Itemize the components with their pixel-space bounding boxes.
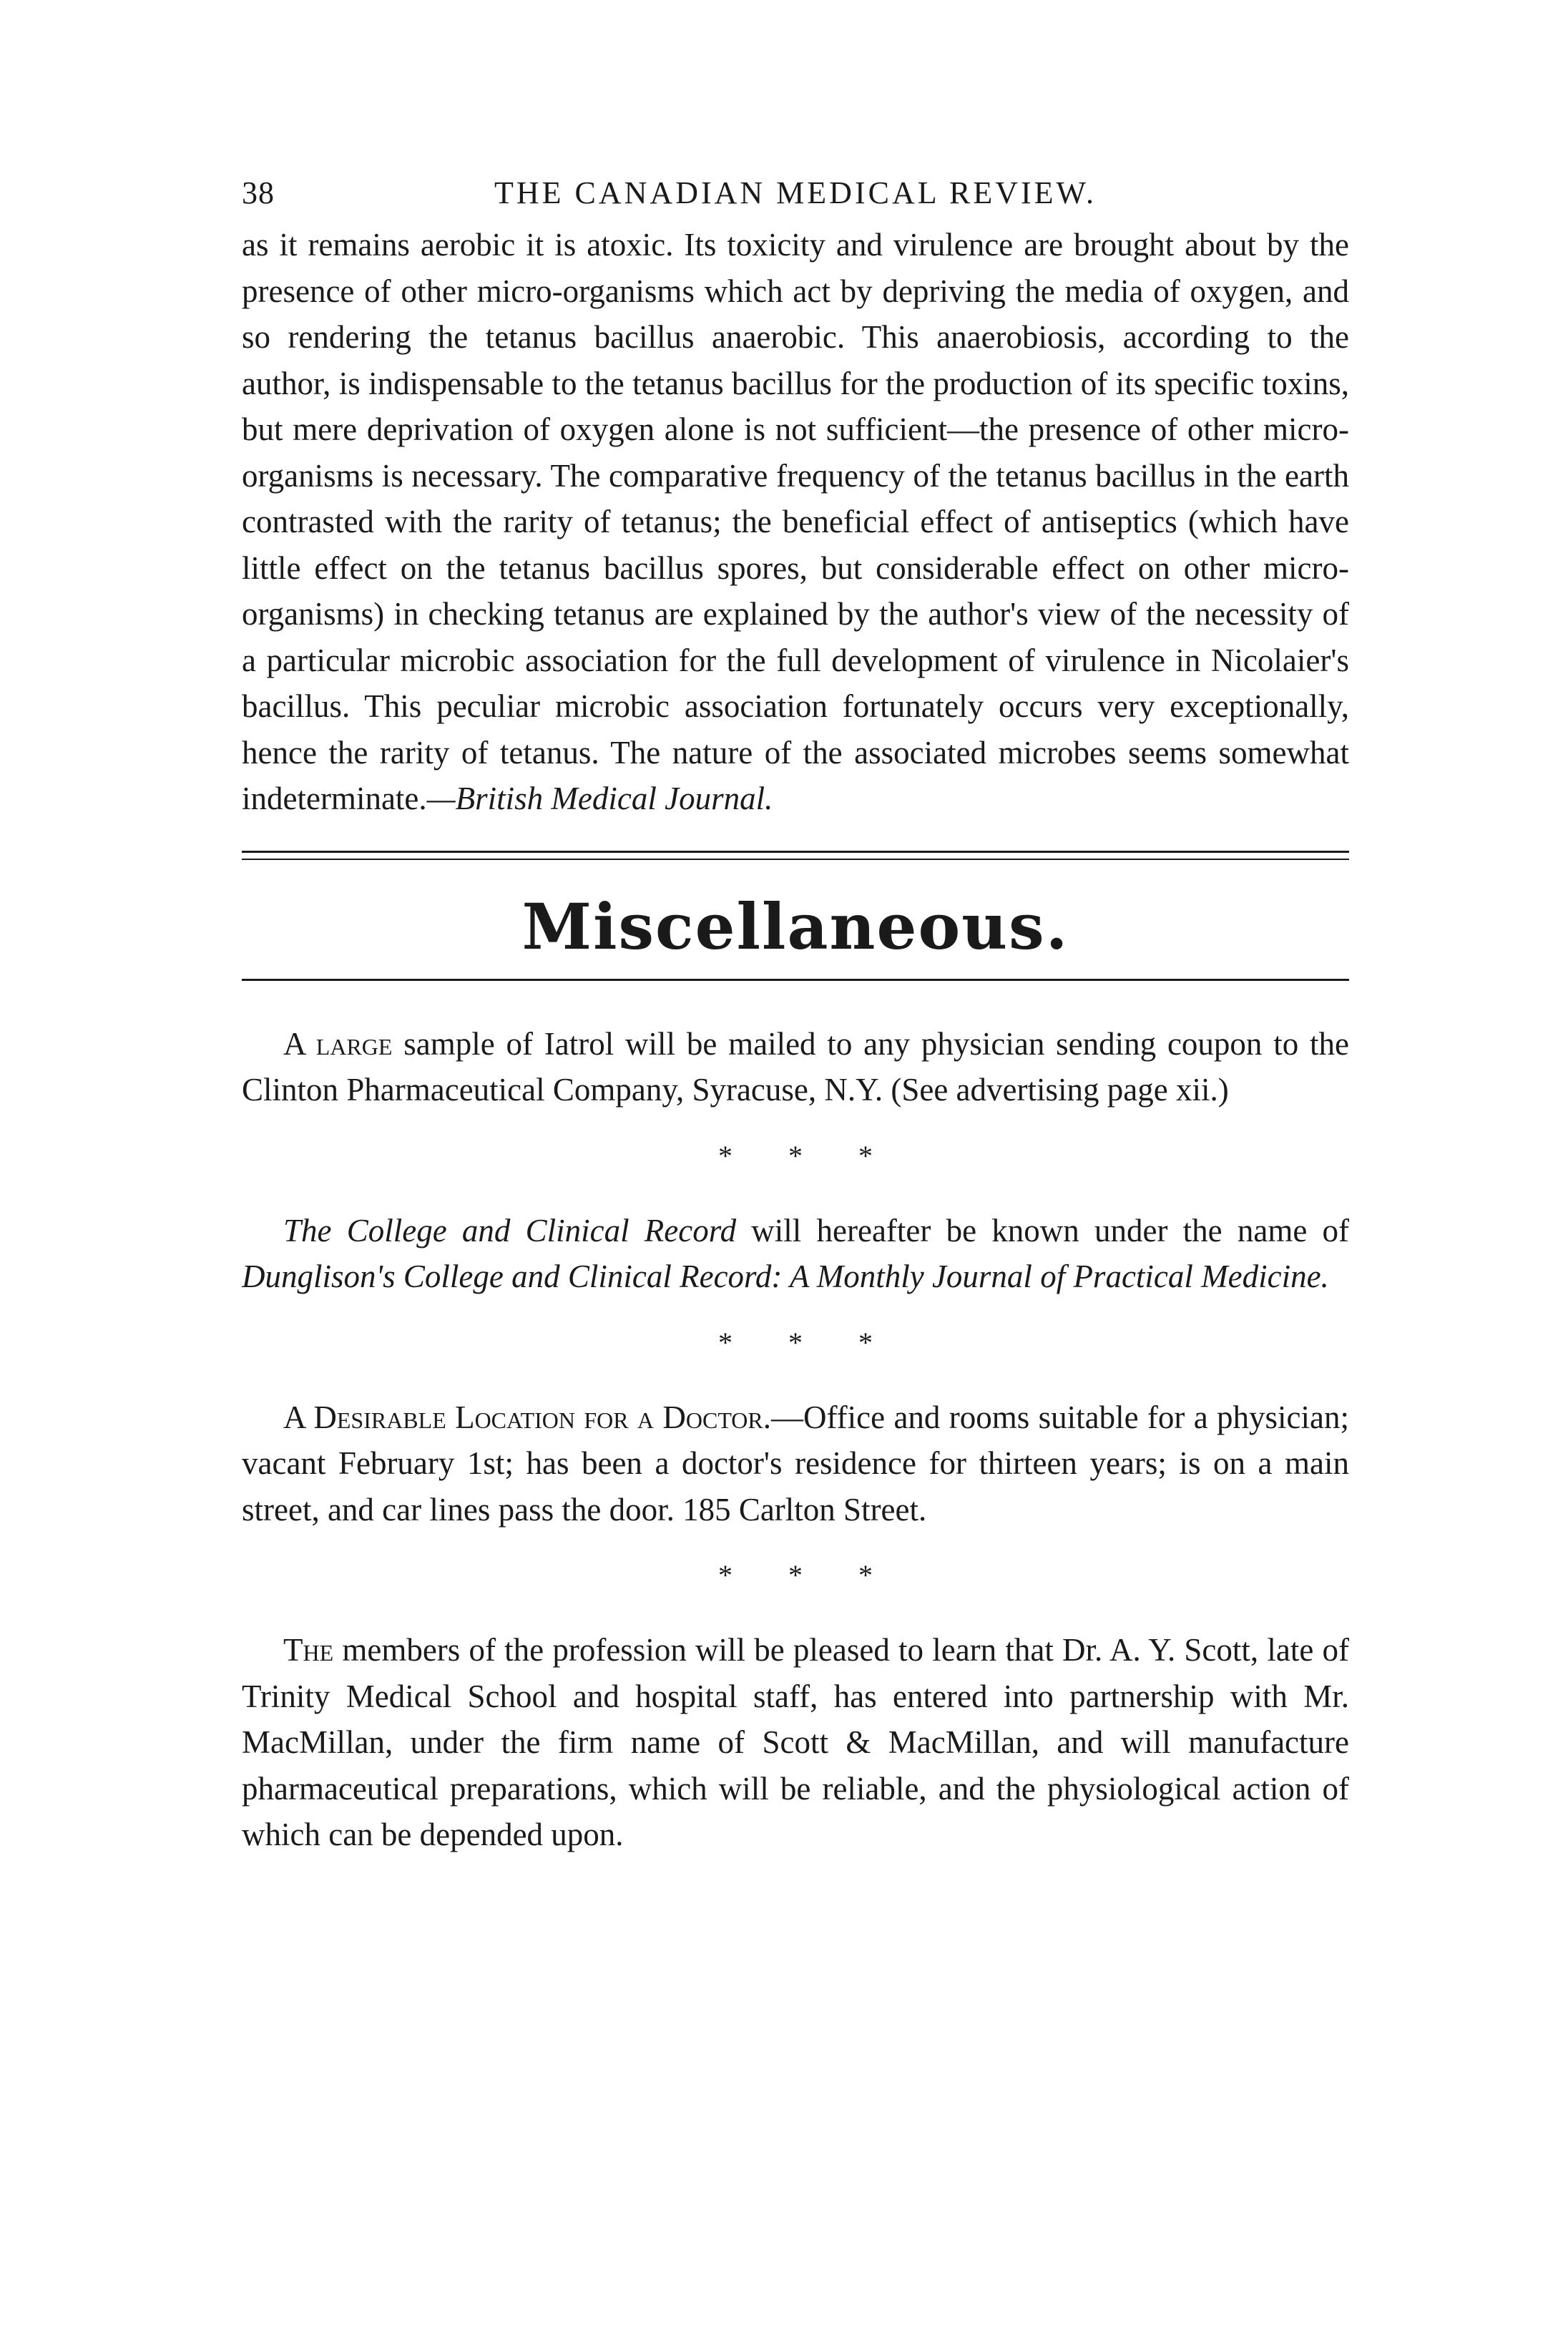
article-text: as it remains aerobic it is atoxic. Its toxicity and virulence are brought about by the presence of other micro-organisms which act by depriving the media of oxygen, and so rendering the tetanus bacillus anaerobic. This anaerobiosis, according to the author, is indispensable to the tetanus bacillus for the production of its specific toxins, but mere deprivation of oxygen alone is not sufficient—the presence of other micro-organisms is necessary. The comparative frequency of the tetanus bacillus in the earth contrasted with the rarity of tetanus; the beneficial effect of antiseptics (which have little effect on the tetanus bacillus spores, but considerable effect on other micro-organisms) in checking tetanus are explained by the author's view of the necessity of a particular microbic association for the full development of virulence in Nicolaier's bacillus. This peculiar microbic association fortunately occurs very exceptionally, hence the rarity of tetanus. The nature of the associated microbes seems somewhat indeterminate.: [242, 227, 1349, 816]
scott-notice: [242, 1627, 1349, 1858]
scott-text: members of the profession will be pleased to learn that Dr. A. Y. Scott, late of Trinity Medical School and hospital staff, has entered into partnership with Mr. MacMillan, under the firm name of Scott & MacMillan, and will manufacture pharmaceutical preparations, which will be reliable, and the physiological action of which can be depended upon.: [242, 1632, 1349, 1852]
asterism-separator: * * *: [718, 1139, 897, 1172]
asterism-separator: * * *: [718, 1326, 897, 1359]
running-head: [242, 165, 1349, 215]
page-number: 38: [242, 175, 275, 210]
article-source: —British Medical Journal.: [426, 781, 773, 816]
continued-article: [242, 222, 1349, 822]
college-record-mid: will hereafter be known under the name of: [736, 1212, 1349, 1248]
location-notice: [242, 1394, 1349, 1533]
scott-lead: The: [283, 1632, 334, 1668]
double-rule-divider: [242, 851, 1349, 860]
iatrol-lead: A large: [283, 1025, 393, 1062]
location-lead: A Desirable Location for a Doctor.: [283, 1399, 772, 1435]
iatrol-text: sample of Iatrol will be mailed to any physician sending coupon to the Clinton Pharmaceutical Company, Syracuse, N.Y. (See advertising page xii.): [242, 1025, 1349, 1108]
journal-title: THE CANADIAN MEDICAL REVIEW.: [494, 175, 1097, 210]
section-body: [242, 1021, 1349, 1858]
page: [242, 165, 1349, 1858]
iatrol-notice: [242, 1021, 1349, 1113]
old-journal-title: The College and Clinical Record: [283, 1212, 737, 1248]
location-text: —Office and rooms suitable for a physician; vacant February 1st; has been a doctor's residence for thirteen years; is on a main street, and car lines pass the door. 185 Carlton Street.: [242, 1399, 1350, 1528]
asterism-separator: * * *: [718, 1559, 897, 1591]
heading-rule: [242, 979, 1349, 981]
new-journal-title: Dunglison's College and Clinical Record: A Monthly Journal of Practical Medicine.: [242, 1259, 1329, 1294]
section-heading: Miscellaneous.: [521, 889, 1069, 964]
college-record-notice: [242, 1208, 1349, 1300]
